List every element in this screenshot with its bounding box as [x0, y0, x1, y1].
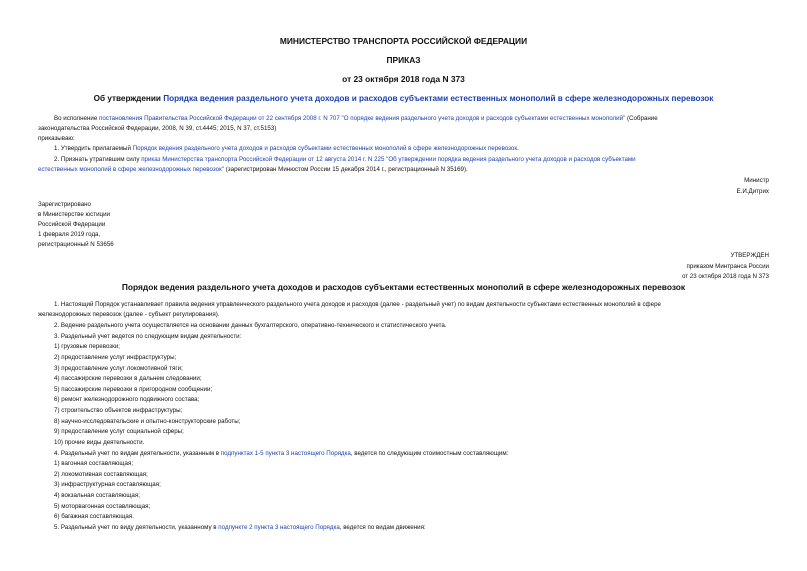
approval-line: УТВЕРЖДЕН: [730, 252, 769, 259]
preamble-line-2: законодательства Российской Федерации, 2008, N 39, ст.4445; 2015, N 37, ст.5153): [38, 125, 277, 132]
doc-title: [0, 95, 807, 103]
list-item: 6) багажная составляющая.: [54, 513, 134, 520]
list-item: 6) ремонт железнодорожного подвижного состава;: [54, 396, 200, 403]
subparagraph-2-link[interactable]: подпункте 2 пункта 3 настоящего Порядка: [218, 524, 340, 531]
approval-line: от 23 октября 2018 года N 373: [681, 273, 769, 280]
doc-title-link[interactable]: Порядка ведения раздельного учета доходов и расходов субъектами естественных монополий в сфере железнодорожных перевозок: [163, 94, 714, 103]
list-item: 10) прочие виды деятельности.: [54, 439, 145, 446]
list-item: 4) пассажирские перевозки в дальнем следовании;: [54, 375, 202, 382]
order-item-2: [54, 157, 636, 163]
list-item: 8) научно-исследовательские и опытно-конструкторские работы;: [54, 418, 241, 425]
procedure-title: Порядок ведения раздельного учета доходов и расходов субъектами естественных монополий в сфере железнодорожных перевозок: [121, 282, 686, 292]
procedure-para-2: 2. Ведение раздельного учета осуществляется на основании данных бухгалтерского, оперативно-технического и статистического учета.: [54, 322, 447, 329]
order-item-2-text: 2. Признать утратившим силу: [54, 156, 142, 163]
registration-line: 1 февраля 2019 года,: [38, 231, 101, 238]
procedure-para-4-text: 4. Раздельный учет по видам деятельности, указанным в: [54, 450, 221, 457]
repealed-order-link-cont[interactable]: естественных монополий в сфере железнодорожных перевозок": [38, 166, 225, 173]
list-item: 5) пассажирские перевозки в пригородном сообщении;: [54, 386, 213, 393]
procedure-para-4: [54, 451, 508, 457]
list-item: 2) локомотивная составляющая;: [54, 471, 148, 478]
list-item: 4) вокзальная составляющая;: [54, 492, 140, 499]
list-item: 5) моторвагонная составляющая;: [54, 503, 151, 510]
doc-type-heading: ПРИКАЗ: [386, 55, 421, 65]
procedure-para-4-tail: , ведется по следующим стоимостным составляющим:: [350, 450, 509, 457]
ministry-heading: МИНИСТЕРСТВО ТРАНСПОРТА РОССИЙСКОЙ ФЕДЕРАЦИИ: [279, 36, 528, 46]
order-item-1-text: 1. Утвердить прилагаемый: [54, 145, 133, 152]
government-decree-link[interactable]: постановления Правительства Российской Федерации от 22 сентября 2008 г. N 707 "О порядке ведения раздельного учета доходов и расходов субъектами естественных монополий": [99, 115, 626, 122]
registration-line: Зарегистрировано: [38, 201, 91, 208]
procedure-para-1: 1. Настоящий Порядок устанавливает правила ведения управленческого раздельного учета доходов и расходов (далее - раздельный учет) по видам деятельности субъектами естественных монополий в сфере: [54, 301, 661, 308]
list-item: 1) вагонная составляющая;: [54, 460, 134, 467]
repealed-order-link[interactable]: приказ Министерства транспорта Российской Федерации от 12 августа 2014 г. N 225 "Об утверждении порядка ведения раздельного учета доходов и расходов субъектами: [141, 156, 636, 163]
procedure-para-5: [54, 525, 426, 531]
signature-position: Министр: [744, 177, 769, 184]
list-item: 7) строительство объектов инфраструктуры;: [54, 407, 183, 414]
doc-title-prefix: Об утверждении: [93, 94, 164, 103]
signature-name: Е.И.Дитрих: [736, 188, 769, 195]
procedure-para-3: 3. Раздельный учет ведется по следующим видам деятельности:: [54, 333, 242, 340]
preamble-text: Во исполнение: [54, 115, 99, 122]
procedure-link[interactable]: Порядок ведения раздельного учета доходов и расходов субъектами естественных монополий в сфере железнодорожных перевозок: [132, 145, 518, 152]
doc-date: от 23 октября 2018 года N 373: [342, 74, 465, 84]
procedure-para-5-text: 5. Раздельный учет по виду деятельности, указанному в: [54, 524, 219, 531]
registration-line: регистрационный N 53656: [38, 241, 114, 248]
preamble-text-tail: (Собрание: [625, 115, 658, 122]
subparagraphs-link[interactable]: подпунктах 1-5 пункта 3 настоящего Порядка: [220, 450, 351, 457]
procedure-para-5-tail: , ведется по видам движения:: [339, 524, 426, 531]
registration-line: Российской Федерации: [38, 221, 106, 228]
order-item-1-tail: .: [517, 145, 519, 152]
preamble-line-1: [54, 116, 658, 122]
order-item-1: [54, 146, 519, 152]
list-item: 3) предоставление услуг локомотивной тяги;: [54, 365, 183, 372]
list-item: 2) предоставление услуг инфраструктуры;: [54, 354, 177, 361]
list-item: 1) грузовые перевозки;: [54, 343, 121, 350]
approval-line: приказом Минтранса России: [686, 263, 769, 270]
registration-line: в Министерстве юстиции: [38, 211, 111, 218]
list-item: 3) инфраструктурная составляющая;: [54, 481, 161, 488]
order-item-2-line-2: [38, 167, 468, 173]
preamble-line-3: приказываю:: [38, 135, 75, 142]
order-item-2-tail: (зарегистрирован Минюстом России 15 декабря 2014 г., регистрационный N 35169).: [224, 166, 468, 173]
procedure-para-1-line-2: железнодорожных перевозок (далее - субъект регулирования).: [38, 311, 220, 318]
list-item: 9) предоставление услуг социальной сферы;: [54, 428, 184, 435]
